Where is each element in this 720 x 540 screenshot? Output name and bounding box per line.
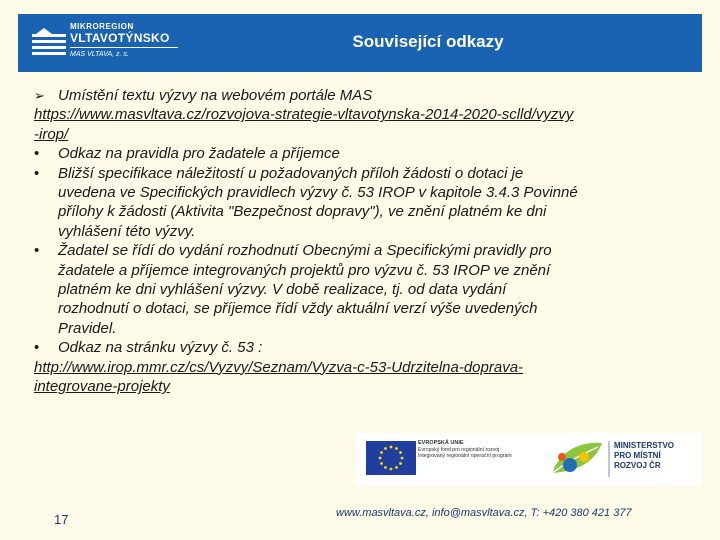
bullet-1-text: Odkaz na pravidla pro žadatele a příjemce — [58, 145, 340, 163]
bullet-marker: • — [34, 164, 40, 182]
eu-program-text: Integrovaný regionální operační program — [418, 453, 512, 459]
bullet-2-line: vyhlášení této výzvy. — [58, 222, 196, 240]
url2-line1[interactable] — [34, 358, 694, 377]
logo-text-mikroregion: MIKROREGION — [70, 22, 134, 31]
irop-link-part1[interactable]: http://www.irop.mmr.cz/cs/Vyzvy/Seznam/Vyzva-c-53-Udrzitelna-doprava- — [34, 358, 524, 376]
bullet-marker: • — [34, 145, 40, 163]
url1-line2[interactable] — [34, 125, 694, 144]
bullet-2-line: Bližší specifikace náležitostí u požadovaných příloh žádosti o dotaci je — [58, 164, 524, 182]
ministry-line1: MINISTERSTVO — [614, 441, 675, 450]
bullet-2-line: uvedena ve Specifických pravidlech výzvy č. 53 IROP v kapitole 3.4.3 Povinné — [58, 184, 578, 202]
bullet-marker: • — [34, 339, 40, 357]
footer-contact: www.masvltava.cz, info@masvltava.cz, T: +420 380 421 377 — [336, 507, 632, 519]
eu-text — [418, 440, 538, 460]
page-number: 17 — [54, 512, 69, 527]
bullet-item-4 — [34, 338, 694, 357]
strategy-link-part2[interactable]: -irop/ — [34, 125, 69, 143]
logo-text-vltavotynsko: VLTAVOTÝNSKO — [70, 31, 170, 45]
eu-fund-text: Evropský fond pro regionální rozvoj — [418, 446, 500, 453]
bullet-4-text: Odkaz na stránku výzvy č. 53 : — [58, 339, 263, 357]
bullet-marker: • — [34, 242, 40, 260]
bullet-item-2 — [34, 164, 694, 183]
eu-flag-icon — [366, 441, 416, 475]
bullet-3-line: Žadatel se řídí do vydání rozhodnutí Obecnými a Specifickými pravidly pro — [58, 242, 552, 260]
logo-divider-bar — [608, 441, 610, 477]
ministry-text — [614, 441, 700, 471]
logo-text-mas: MAS VLTAVA, z. s. — [70, 51, 129, 58]
slide-title: Související odkazy — [352, 32, 504, 51]
ministry-logo-icon — [546, 437, 606, 481]
bullet-2-line: přílohy k žádosti (Aktivita "Bezpečnost dopravy"), ve znění platném ke dni — [58, 203, 547, 221]
irop-link-part2[interactable]: integrovane-projekty — [34, 378, 170, 396]
ministry-line2: PRO MÍSTNÍ — [614, 451, 661, 460]
url1-line1[interactable] — [34, 105, 694, 124]
bullet-item-1 — [34, 144, 694, 163]
bullet-3-line: platném ke dni vyhlášení výzvy. V době realizace, tj. od data vydání — [58, 281, 507, 299]
bullet-3-line: rozhodnutí o dotaci, se příjemce řídí vždy aktuální verzí výše uvedených — [58, 300, 538, 318]
ministry-line3: ROZVOJ ČR — [614, 461, 661, 470]
arrow-bullet-icon: ➢ — [34, 88, 45, 103]
logo-waves-icon — [32, 28, 66, 58]
mikroregion-logo — [32, 20, 182, 66]
header-bar — [18, 14, 702, 72]
arrow-item — [34, 86, 694, 105]
strategy-link-part1[interactable]: https://www.masvltava.cz/rozvojova-strategie-vltavotynska-2014-2020-sclld/vyzvy — [34, 106, 574, 124]
bullet-3-line: Pravidel. — [58, 319, 117, 337]
logo-divider — [70, 47, 178, 48]
funding-logos — [356, 433, 702, 485]
slide-content — [34, 86, 694, 397]
arrow-item-text: Umístění textu výzvy na webovém portále MAS — [58, 87, 373, 104]
url2-line2[interactable] — [34, 377, 694, 396]
eu-title: EVROPSKÁ UNIE — [418, 440, 464, 446]
bullet-item-3 — [34, 241, 694, 260]
bullet-3-line: žadatele a příjemce integrovaných projektů pro výzvu č. 53 IROP ve znění — [58, 261, 551, 279]
